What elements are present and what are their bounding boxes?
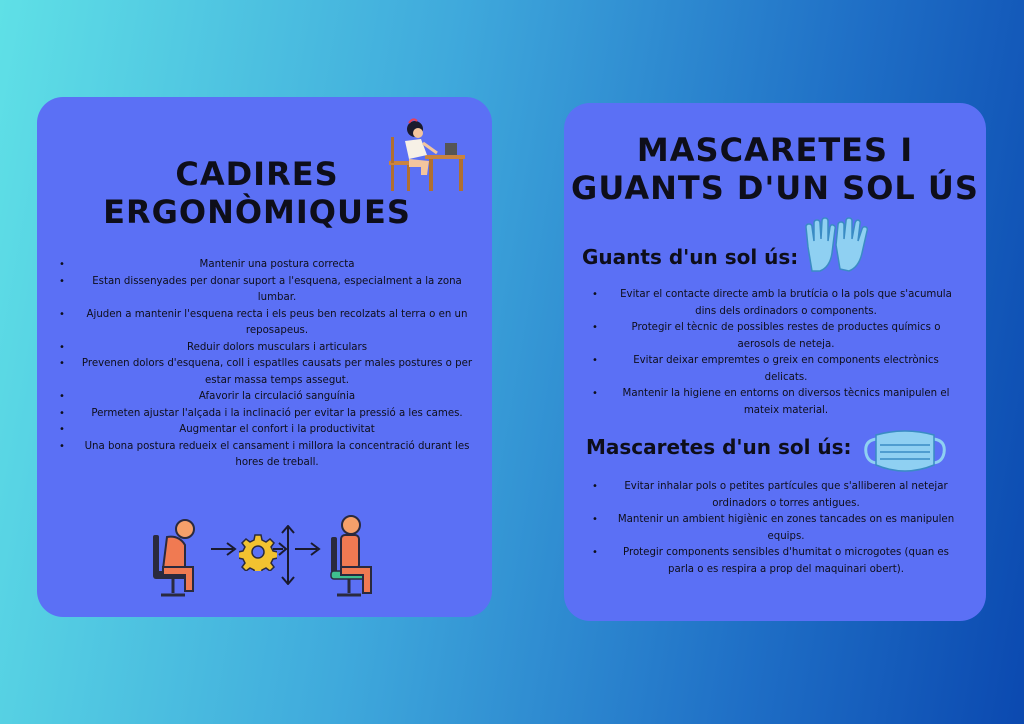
left-card-title: [57, 155, 457, 232]
list-item: • Una bona postura redueix el cansament i millora la concentració durant les hores de treball.: [59, 439, 479, 472]
list-item: • Protegir el tècnic de possibles restes de productes químics o aerosols de neteja.: [592, 320, 964, 353]
list-item: • Evitar inhalar pols o petites partícules que s'alliberen al netejar ordinadors o torres antigues.: [592, 479, 964, 512]
right-card-title: [564, 131, 986, 208]
list-item: • Ajuden a mantenir l'esquena recta i els peus ben recolzats al terra o en un reposapeus.: [59, 307, 479, 340]
arrow-right-icon: [295, 542, 321, 556]
gear-icon: [239, 533, 277, 571]
mask-icon: [862, 425, 948, 477]
arrow-right-icon: [211, 542, 237, 556]
masks-list: [592, 479, 964, 578]
masks-gloves-card: [564, 103, 986, 621]
ergonomic-chairs-card: [37, 97, 492, 617]
right-title-line2: GUANTS D'UN SOL ÚS: [571, 169, 979, 208]
list-item: • Mantenir una postura correcta: [59, 257, 479, 274]
list-item: • Mantenir un ambient higiènic en zones tancades on es manipulen equips.: [592, 512, 964, 545]
list-item: • Augmentar el confort i la productivitat: [59, 422, 479, 439]
masks-heading: Mascaretes d'un sol ús:: [586, 435, 852, 459]
left-title-line1: CADIRES: [175, 155, 339, 193]
left-title-line2: ERGONÒMIQUES: [103, 193, 411, 232]
list-item: • Evitar deixar empremtes o greix en components electrònics delicats.: [592, 353, 964, 386]
list-item: • Estan dissenyades per donar suport a l'esquena, especialment a la zona lumbar.: [59, 274, 479, 307]
gloves-heading: Guants d'un sol ús:: [582, 245, 799, 269]
list-item: • Reduir dolors musculars i articulars: [59, 340, 479, 357]
list-item: • Evitar el contacte directe amb la brutícia o la pols que s'acumula dins dels ordinadors o components.: [592, 287, 964, 320]
list-item: • Mantenir la higiene en entorns on diversos tècnics manipulen el mateix material.: [592, 386, 964, 419]
list-item: • Protegir components sensibles d'humitat o microgotes (quan es parla o es respira a prop del maquinari obert).: [592, 545, 964, 578]
list-item: • Afavorir la circulació sanguínia: [59, 389, 479, 406]
bad-posture-icon: [149, 515, 229, 601]
list-item: • Prevenen dolors d'esquena, coll i espatlles causats per males postures o per estar massa temps assegut.: [59, 356, 479, 389]
good-posture-icon: [321, 513, 391, 603]
list-item: • Permeten ajustar l'alçada i la inclinació per evitar la pressió a les cames.: [59, 406, 479, 423]
right-title-line1: MASCARETES I: [636, 131, 914, 169]
gloves-list: [592, 287, 964, 419]
gloves-icon: [802, 217, 868, 279]
ergonomics-list: [59, 257, 479, 472]
vertical-arrow-icon: [281, 525, 295, 585]
